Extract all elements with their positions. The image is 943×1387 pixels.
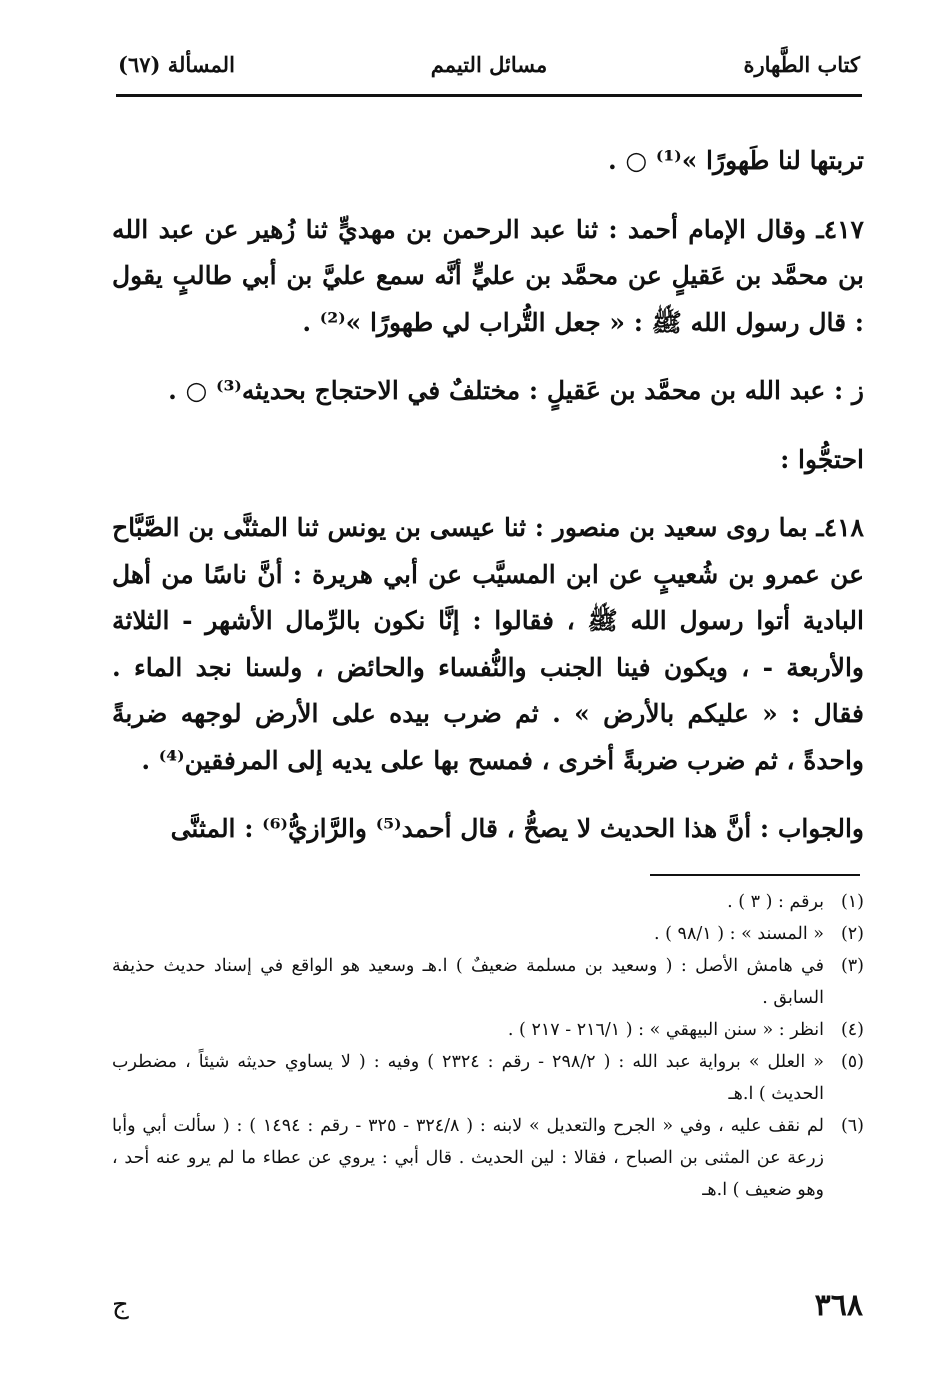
paragraph-hadith-418: ٤١٨ـ بما روى سعيد بن منصور : ثنا عيسى بن يونس ثنا المثنَّى بن الصَّبَّاح عن عمرو بن شُعيبٍ عن ابن المسيَّب عن أبي هريرة : أنَّ ناسًا من أهل البادية أتوا رسول الله ﷺ ، فقالوا : إنَّا نكون بالرِّمال الأشهر - الثلاثة والأربعة - ، ويكون فينا الجنب والنُّفساء والحائض ، ولسنا نجد الماء . فقال : « عليكم بالأرض » . ثم ضرب بيده على الأرض لوجهه ضربةً واحدةً ، ثم ضرب ضربةً أخرى ، فمسح بها على يديه إلى المرفقين⁽⁴⁾ . <box>112 513 864 775</box>
footnote-number: (٦) <box>840 1116 864 1136</box>
footnote-text: لم نقف عليه ، وفي « الجرح والتعديل » لابنه : ( ٣٢٤/٨ - ٣٢٥ - رقم : ١٤٩٤ ) : ( سألت أبي وأبا زرعة عن المثنى بن الصباح ، فقالا : لين الحديث . قال أبي : يروي عن عطاء ما لم يرو عنه أحد ، وهو ضعيف ) ا.هـ <box>112 1116 824 1200</box>
header-rule <box>116 94 862 97</box>
footnote-text: برقم : ( ٣ ) . <box>727 892 824 912</box>
page-number: ٣٦٨ <box>814 1288 863 1323</box>
book-title: كتاب الطَّهارة <box>743 52 860 77</box>
footnote-number: (١) <box>840 892 864 912</box>
footnote-number: (٢) <box>840 924 864 944</box>
main-text <box>112 138 864 853</box>
footnote-text: في هامش الأصل : ( وسعيد بن مسلمة ضعيفٌ ) ا.هـ وسعيد هو الواقع في إسناد حديث حذيفة السابق . <box>112 956 824 1008</box>
paragraph-note-z: ز : عبد الله بن محمَّد بن عَقيلٍ : مختلفٌ في الاحتجاج بحديثه⁽³⁾ ○ . <box>168 376 864 405</box>
paragraph-continuation: تربتها لنا طَهورًا »⁽¹⁾ ○ . <box>607 146 864 175</box>
footnote <box>112 950 864 1014</box>
footnote <box>112 918 864 950</box>
paragraph-gap <box>112 185 864 207</box>
footnote <box>112 1046 864 1110</box>
section-heading-ihtajju: احتجُّوا : <box>780 444 864 474</box>
footnotes <box>112 886 864 1206</box>
footnote-rule <box>650 874 860 876</box>
footnote <box>112 1110 864 1206</box>
footnote-number: (٤) <box>840 1020 864 1040</box>
paragraph-gap <box>112 415 864 437</box>
paragraph-gap <box>112 784 864 806</box>
issue-number: المسألة (٦٧) <box>118 52 235 77</box>
paragraph-gap <box>112 483 864 505</box>
signature-mark: ج <box>112 1290 129 1320</box>
paragraph-hadith-417: ٤١٧ـ وقال الإمام أحمد : ثنا عبد الرحمن بن مهديٍّ ثنا زُهير عن عبد الله بن محمَّد بن عَقيلٍ عن محمَّد بن عليٍّ أنَّه سمع عليَّ بن أبي طالبٍ يقول : قال رسول الله ﷺ : « جعل التُّراب لي طهورًا »⁽²⁾ . <box>112 214 864 337</box>
paragraph-answer: والجواب : أنَّ هذا الحديث لا يصحُّ ، قال أحمد⁽⁵⁾ والرَّازيُّ⁽⁶⁾ : المثنَّى <box>170 814 864 843</box>
chapter-title: مسائل التيمم <box>430 52 548 77</box>
footnote-text: « المسند » : ( ٩٨/١ ) . <box>654 924 824 944</box>
footnote-number: (٣) <box>840 956 864 976</box>
footnote <box>112 886 864 918</box>
running-head <box>118 52 860 86</box>
footnote-number: (٥) <box>840 1052 864 1072</box>
footnote-text: انظر : « سنن البيهقي » : ( ٢١٦/١ - ٢١٧ ) . <box>507 1020 824 1040</box>
paragraph-gap <box>112 346 864 368</box>
footnote-text: « العلل » برواية عبد الله : ( ٢٩٨/٢ - رقم : ٢٣٢٤ ) وفيه : ( لا يساوي حديثه شيئاً ، مضطرب الحديث ) ا.هـ <box>112 1052 824 1104</box>
footnote <box>112 1014 864 1046</box>
